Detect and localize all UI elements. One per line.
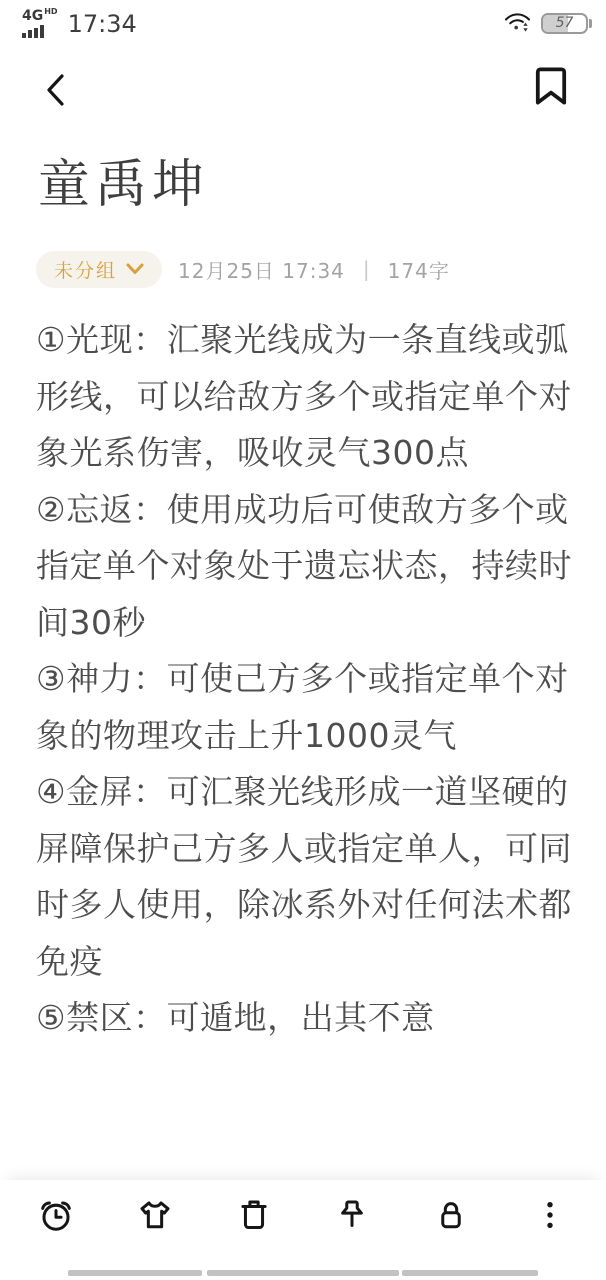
note-line: ④金屏：可汇聚光线形成一道坚硬的 xyxy=(36,772,569,811)
note-title[interactable]: 童禹坤 xyxy=(38,155,210,215)
nav-key-right[interactable] xyxy=(402,1270,538,1276)
more-vertical-icon xyxy=(531,1196,569,1234)
status-left xyxy=(22,6,137,38)
note-line: 屏障保护己方多人或指定单人，可同 xyxy=(36,828,572,868)
battery-icon xyxy=(541,13,592,34)
more-button[interactable] xyxy=(530,1195,570,1235)
status-right xyxy=(503,9,592,37)
pin-button[interactable] xyxy=(332,1195,372,1235)
lock-button[interactable] xyxy=(431,1195,471,1235)
lock-icon xyxy=(432,1196,470,1234)
note-line: ②忘返：使用成功后可使敌方多个或 xyxy=(36,489,569,529)
skin-theme-button[interactable] xyxy=(135,1195,175,1235)
word-count: 174字 xyxy=(387,258,450,283)
nav-key-home[interactable] xyxy=(207,1270,399,1276)
note-line: 形线，可以给敌方多个或指定单个对 xyxy=(36,376,572,416)
network-type-label: 4G xyxy=(22,7,44,24)
note-line: ⑤禁区：可遁地，出其不意 xyxy=(36,998,435,1037)
note-line: ①光现：汇聚光线成为一条直线或弧 xyxy=(36,320,569,359)
signal-strength-icon xyxy=(22,25,44,38)
note-header xyxy=(0,60,606,120)
bottom-toolbar xyxy=(0,1180,606,1250)
meta-separator: | xyxy=(362,257,370,281)
battery-percent: 57 xyxy=(555,15,574,31)
network-hd-badge: HD xyxy=(44,6,58,16)
bookmark-icon xyxy=(532,93,570,112)
chevron-down-icon xyxy=(126,260,144,279)
note-line: 免疫 xyxy=(36,941,103,981)
clock-time: 17:34 xyxy=(67,9,137,38)
note-line: 间30秒 xyxy=(36,602,146,642)
category-label: 未分组 xyxy=(54,259,118,282)
gesture-nav-bar xyxy=(0,1268,606,1280)
note-meta-row xyxy=(36,250,576,288)
note-line: 象光系伤害，吸收灵气300点 xyxy=(36,433,469,472)
pushpin-icon xyxy=(333,1196,371,1234)
category-selector[interactable] xyxy=(36,251,162,288)
note-line: 象的物理攻击上升1000灵气 xyxy=(36,715,457,755)
note-line: ③神力：可使己方多个或指定单个对 xyxy=(36,659,569,698)
status-bar xyxy=(22,6,592,40)
note-line: 指定单个对象处于遗忘状态，持续时 xyxy=(36,546,572,585)
alarm-clock-icon xyxy=(37,1196,75,1234)
nav-key-left[interactable] xyxy=(68,1270,202,1276)
note-line: 时多人使用，除冰系外对任何法术都 xyxy=(36,885,572,924)
bookmark-button[interactable] xyxy=(532,64,570,108)
delete-button[interactable] xyxy=(234,1195,274,1235)
reminder-button[interactable] xyxy=(36,1195,76,1235)
note-body-editor[interactable] xyxy=(36,312,580,1047)
tshirt-icon xyxy=(136,1196,174,1234)
note-date: 12月25日 17:34 xyxy=(178,258,345,283)
network-indicator xyxy=(22,6,58,38)
chevron-left-icon xyxy=(40,95,74,114)
trash-icon xyxy=(235,1196,273,1234)
wifi-icon xyxy=(503,9,533,37)
back-button[interactable] xyxy=(40,70,74,110)
